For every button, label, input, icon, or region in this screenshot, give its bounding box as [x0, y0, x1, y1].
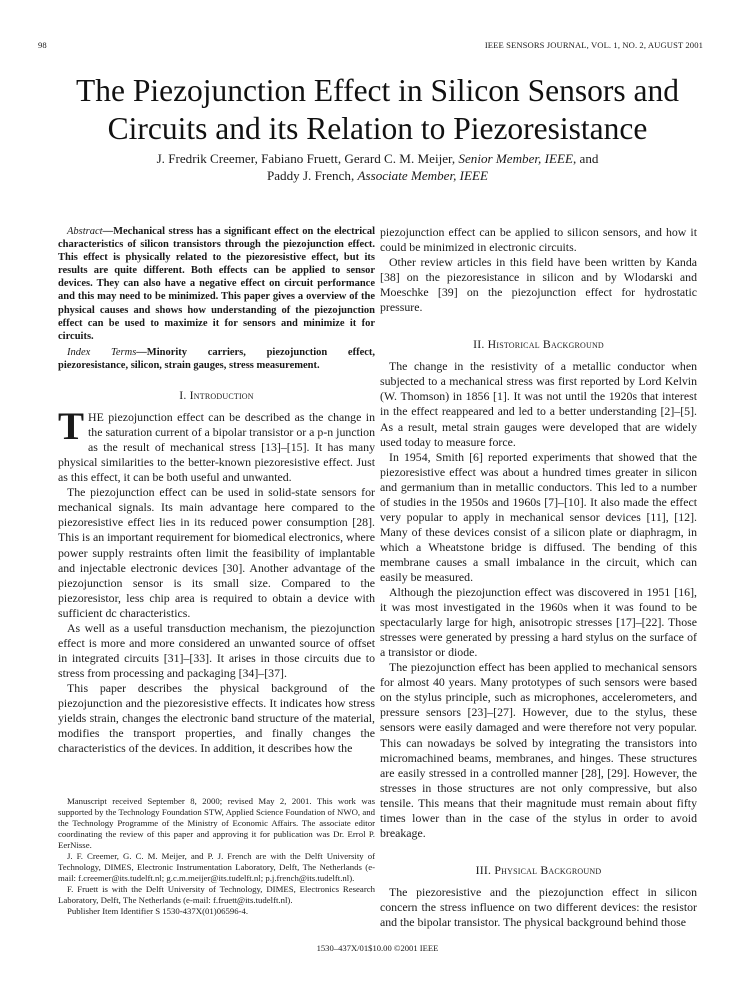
historical-paragraph-2: In 1954, Smith [6] reported experiments that showed that the piezoresistive effect was about a hundred times greater in silicon and germanium than in metallic conductors. This led to a number of studies in the 1950s and 1960s [7]–[10]. It also made the effect very popular to apply in mechanical sensor devices [11], [12]. Many of these devices consist of a silicon plate or diaphragm, in which a Wheatstone bridge is diffused. The bending of this membrane causes a small imbalance in the circuit, which can easily be measured. — [380, 449, 697, 584]
drop-cap: T — [58, 405, 85, 449]
physical-paragraph-1: The piezoresistive and the piezojunction effect in silicon concern the stress influence on two different devices: the resistor and the bipolar transistor. The physical background behind those — [380, 884, 697, 929]
first-page-footnote — [58, 796, 375, 916]
intro-paragraph-4-continued: piezojunction effect can be applied to silicon sensors, and how it could be minimized in electronic circuits. — [380, 225, 697, 255]
copyright-footer: 1530–437X/01$10.00 ©2001 IEEE — [316, 943, 439, 953]
right-column — [380, 225, 697, 930]
abstract-text: —Mechanical stress has a significant effect on the electrical characteristics of silicon transistors through the piezojunction effect. This effect is physically related to the piezoresistive effect, but its results are quite different. Both effects can be applied to sensor devices. They can also have a negative effect on circuit performance and this may need to be minimized. This paper gives a overview of the physical causes and shows how understanding of the piezojunction effect can be used to maximize it for sensors and minimize it for circuits. — [58, 226, 375, 342]
title-line-1: The Piezojunction Effect in Silicon Sensors and — [75, 73, 680, 108]
index-terms — [58, 346, 375, 372]
paper-title — [0, 72, 755, 148]
intro-paragraph-3: As well as a useful transduction mechanism, the piezojunction effect is more and more considered an unwanted source of offset in integrated circuits [31]–[33]. It arises in those circuits due to stress from processing and packaging [34]–[37]. — [58, 620, 375, 680]
abstract-paragraph — [58, 225, 375, 343]
journal-citation: IEEE SENSORS JOURNAL, VOL. 1, NO. 2, AUGUST 2001 — [484, 40, 703, 50]
historical-paragraph-3: Although the piezojunction effect was discovered in 1951 [16], it was most investigated in the 1960s when it was found to be spectacularly large for high, anisotropic stresses [17]–[22]. Those stresses were generated by pressing a hard stylus on the surface of a transistor or diode. — [380, 585, 697, 660]
footnote-affiliation-2: F. Fruett is with the Delft University of Technology, DIMES, Electronics Research Laboratory, Delft, The Netherlands (e-mail: f.fruett@its.tudelft.nl). — [58, 883, 375, 905]
page-number: 98 — [38, 40, 47, 50]
author-names: J. Fredrik Creemer, Fabiano Fruett, Gerard C. M. Meijer, — [156, 151, 459, 166]
historical-paragraph-4: The piezojunction effect has been applied to mechanical sensors for almost 40 years. Many prototypes of such sensors were based on the stylus principle, such as microphones, accelerometers, and pressure sensors [23]–[27]. However, due to the stylus, these sensors were easily damaged and were therefore not very popular. This can nowadays be solved by integrating the transistors into micromachined beams, membranes, and hinges. These structures are easily stressed in a controlled manner [28], [29]. However, the stresses in those structures are not only compressive, but also tensile. This means that their magnitude must remain about fifty times lower than in the case of the stylus in order to avoid breakage. — [380, 660, 697, 840]
footnote-publisher-id: Publisher Item Identifier S 1530-437X(01)06596-4. — [67, 905, 249, 916]
author-list — [0, 150, 755, 184]
authors-line-2 — [0, 167, 755, 184]
author-membership: Associate Member, IEEE — [357, 168, 489, 183]
title-line-2: Circuits and its Relation to Piezoresistance — [107, 111, 648, 146]
author-conjunction: , and — [572, 151, 599, 166]
abstract — [58, 225, 375, 372]
footnote-affiliation-1: J. F. Creemer, G. C. M. Meijer, and P. J. French are with the Delft University of Technology, DIMES, Electronic Instrumentation Laboratory, Delft, The Netherlands (e-mail: f.creemer@its.tudelft.nl; g.c.m.meijer@its.tudelft.nl; p.j.french@its.tudelft.nl). — [58, 850, 375, 883]
running-header — [38, 40, 703, 50]
section-heading-introduction: I. Introduction — [179, 388, 254, 403]
author-membership: Senior Member, IEEE — [458, 151, 573, 166]
abstract-label: Abstract — [67, 226, 103, 237]
authors-line-1 — [0, 150, 755, 167]
index-terms-text: —Minority carriers, piezojunction effect, piezoresistance, silicon, strain gauges, stress measurement. — [58, 346, 376, 371]
intro-paragraph-4: This paper describes the physical background of the piezojunction and the piezoresistive effects. It indicates how stress yields strain, changes the electronic band structure of the material, modifies the transport properties, and finally changes the characteristics of the devices. In addition, it describes how the — [58, 680, 375, 756]
intro-paragraph-1: THE piezojunction effect can be described as the change in the saturation current of a bipolar transistor or a p-n junction as the result of mechanical stress [13]–[15]. It has many physical similarities to the better-known piezoresistive effect. Just as this effect, it can be both useful and unwanted. — [58, 405, 375, 485]
footnote-manuscript: Manuscript received September 8, 2000; revised May 2, 2001. This work was supported by the Technology Foundation STW, Applied Science Foundation of NWO, and the Technology Programme of the Ministry of Economic Affairs. The associate editor coordinating the review of this paper and approving it for publication was Dr. Errol P. EerNisse. — [58, 796, 375, 850]
index-terms-label: Index Terms — [67, 346, 137, 358]
author-name: Paddy J. French, — [266, 168, 358, 183]
intro-paragraph-2: The piezojunction effect can be used in solid-state sensors for mechanical signals. Its main advantage here compared to the piezoresistive effect lies in its reduced power consumption [28]. This is an important requirement for biomedical electronics, where power supply restraints often limit the feasibility of implantable and injectable electronic devices [30]. Another advantage of the piezojunction sensor is its small size. Compared to the piezoresistor, less chip area is required to obtain a device with sufficient dc characteristics. — [58, 485, 375, 620]
section-heading-historical-background: II. Historical Background — [473, 337, 604, 352]
left-column — [58, 225, 375, 756]
intro-paragraph-5: Other review articles in this field have been written by Kanda [38] on the piezoresistance in silicon and by Wlodarski and Moeschke [39] on the piezojunction effect for hydrostatic pressure. — [380, 255, 697, 315]
section-heading-physical-background: III. Physical Background — [475, 862, 602, 877]
historical-paragraph-1: The change in the resistivity of a metallic conductor when subjected to a mechanical stress was first reported by Lord Kelvin (W. Thomson) in 1856 [1]. It was not until the 1920s that interest in the effect reappeared and led to a better understanding [2]–[5]. As a result, metal strain gauges were developed that are widely used today to measure force. — [380, 359, 697, 449]
